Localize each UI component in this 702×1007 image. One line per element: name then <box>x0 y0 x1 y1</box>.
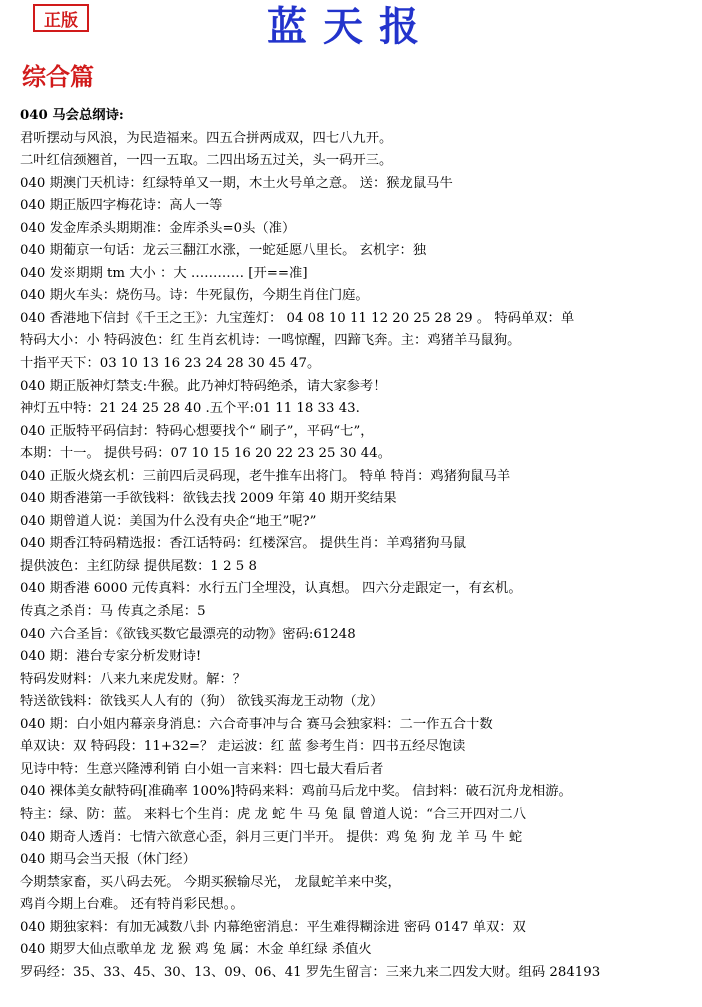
text-line: 传真之杀肖：马 传真之杀尾：5 <box>20 604 206 620</box>
text-line: 040 期正版四字梅花诗：高人一等 <box>20 198 223 214</box>
text-line: 040 六合圣旨：《欲钱买数它最漂亮的动物》密码:61248 <box>20 626 356 642</box>
text-line: 040 发金库杀头期期准：金库杀头=0头（准） <box>20 220 296 236</box>
text-line: 040 期罗大仙点歌单龙 龙 猴 鸡 兔 属：木金 单红绿 杀值火 <box>20 942 372 958</box>
text-line: 二叶红信颈翘首，一四一五取。二四出场五过关，头一码开三。 <box>20 153 393 169</box>
text-line: 040 发※期期 tm 大小 ：大 ………… [开==准] <box>20 265 308 281</box>
text-line: 040 马会总纲诗: <box>20 108 124 123</box>
text-line: 特送欲钱料：欲钱买人人有的（狗） 欲钱买海龙王动物（龙） <box>20 694 384 710</box>
text-line: 040 正版特平码信封：特码心想要找个“ 刷子”，平码“七”， <box>20 423 374 439</box>
text-line: 鸡肖今期上台难。 还有特肖彩民想。。 <box>20 897 244 913</box>
text-line: 040 期正版神灯禁支:牛猴。此乃神灯特码绝杀，请大家参考！ <box>20 378 387 394</box>
text-line: 040 期葡京一句话：龙云三翻江水涨，一蛇延愿八里长。 玄机字：独 <box>20 243 427 259</box>
text-line: 十指平天下：03 10 13 16 23 24 28 30 45 47。 <box>20 356 321 372</box>
text-line: 040 期奇人透肖：七情六欲意心歪，斜月三更门半开。 提供：鸡 兔 狗 龙 羊 马 牛 蛇 <box>20 829 523 845</box>
text-line: 040 正版火烧玄机：三前四后灵码现，老牛推车出将门。 特单 特肖：鸡猪狗鼠马羊 <box>20 468 511 484</box>
text-line: 君听摆动与风浪，为民造福来。四五合拼两成双，四七八九开。 <box>20 130 393 146</box>
text-line: 040 香港地下信封《千王之王》：九宝莲灯： 04 08 10 11 12 20 25 28 29 。 特码单双：单 <box>20 310 575 326</box>
text-line: 特码大小：小 特码波色：红 生肖玄机诗：一鸣惊醒，四蹄飞奔。主：鸡猪羊马鼠狗。 <box>20 333 521 349</box>
text-line: 040 期香港第一手欲钱料：欲钱去找 2009 年第 40 期开奖结果 <box>20 491 397 507</box>
badge-label: 正版 <box>44 10 78 31</box>
text-line: 神灯五中特：21 24 25 28 40 .五个平:01 11 18 33 43. <box>20 401 360 417</box>
text-line: 罗码经：35、33、45、30、13、09、06、41 罗先生留言：三来九来二四发大财。组码 284193 <box>20 964 601 980</box>
text-line: 040 期：港台专家分析发财诗! <box>20 649 202 665</box>
text-line: 040 裸体美女献特码[准确率 100%]特码来料：鸡前马后龙中奖。 信封料：破石沉舟龙相游。 <box>20 784 572 800</box>
text-line: 040 期香江特码精选报：香江话特码：红楼深宫。 提供生肖：羊鸡猪狗马鼠 <box>20 536 467 552</box>
section-heading: 综合篇 <box>22 62 94 91</box>
text-line: 040 期独家料：有加无减数八卦 内幕绝密消息：平生难得糊涂进 密码 0147 单双：双 <box>20 919 526 935</box>
page-title: 蓝天报 <box>267 3 435 50</box>
text-line: 040 期：白小姐内幕亲身消息：六合奇事冲与合 赛马会独家料：二一作五合十数 <box>20 716 493 732</box>
text-line: 040 期马会当天报（休门经） <box>20 852 196 868</box>
text-line: 040 期澳门天机诗：红绿特单又一期，木土火号单之意。 送：猴龙鼠马牛 <box>20 175 453 191</box>
text-line: 040 期火车头：烧伤马。诗：牛死鼠伤，今期生肖住门庭。 <box>20 288 369 304</box>
text-line: 本期：十一。 提供号码：07 10 15 16 20 22 23 25 30 44。 <box>20 446 392 462</box>
text-line: 见诗中特：生意兴隆溥利销 白小姐一言来料：四七最大看后者 <box>20 761 384 777</box>
text-line: 040 期曾道人说：美国为什么没有央企“地王”呢?” <box>20 513 317 529</box>
text-line: 今期禁家畜，买八码去死。 今期买猴输尽光， 龙鼠蛇羊来中奖， <box>20 874 401 890</box>
text-line: 特主：绿、防：蓝。 来料七个生肖：虎 龙 蛇 牛 马 兔 鼠 曾道人说：“合三开四对二八 <box>20 806 527 822</box>
text-line: 提供波色：主红防绿 提供尾数：1 2 5 8 <box>20 558 257 574</box>
text-line: 特码发财料：八来九来虎发财。解：？ <box>20 671 247 687</box>
text-line: 040 期香港 6000 元传真料：水行五门全埋没，认真想。 四六分走跟定一，有玄机。 <box>20 581 522 597</box>
text-line: 单双诀：双 特码段：11+32=？ 走运波：红 蓝 参考生肖：四书五经尽饱读 <box>20 739 466 755</box>
content-lines <box>20 105 700 984</box>
